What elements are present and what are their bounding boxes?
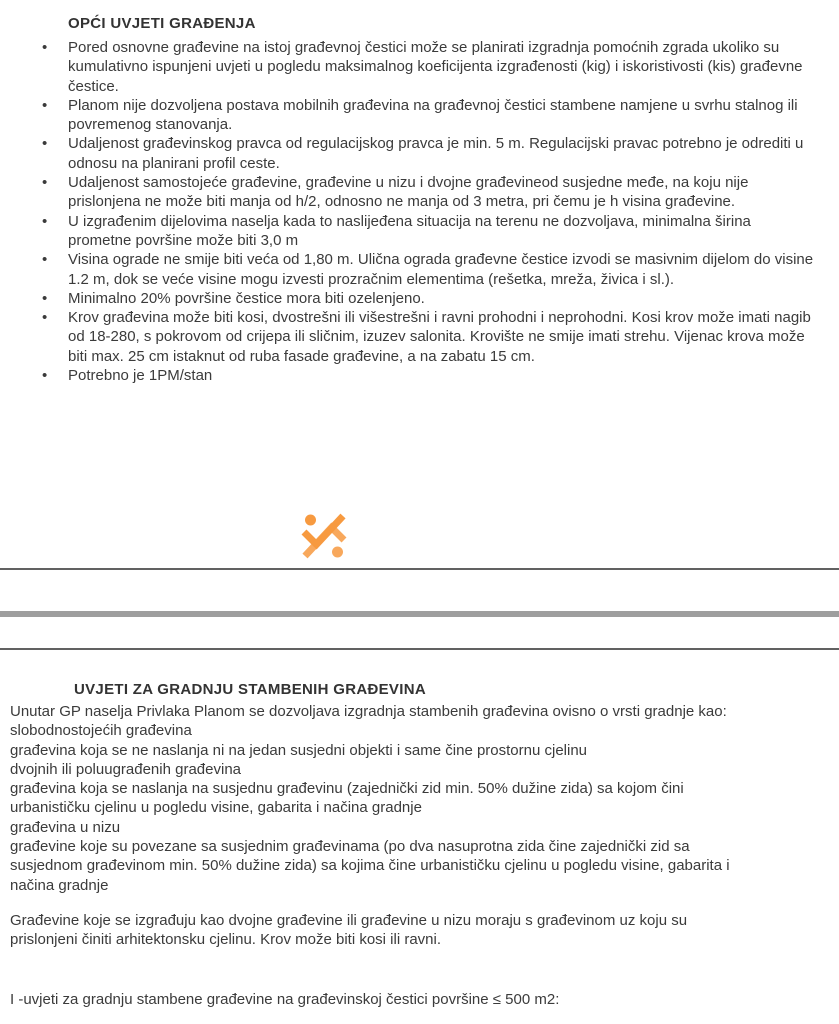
page-title: OPĆI UVJETI GRAĐENJA [68, 15, 256, 33]
text-line: Građevine koje se izgrađuju kao dvojne građevine ili građevine u nizu moraju s građevinom uz koju su [10, 912, 688, 929]
page-gap-divider [0, 611, 839, 617]
text-line: građevina koja se ne naslanja ni na jedan susjedni objekti i same čine prostornu cjelinu [10, 741, 588, 759]
reflected-checkmark-icon [299, 505, 349, 567]
list-item: • Potrebno je 1PM/stan [68, 366, 815, 385]
text-line: načina gradnje [10, 876, 109, 894]
list-item: • Udaljenost samostojeće građevine, građevine u nizu i dvojne građevineod susjedne međe, na koju nije prislonjena ne može biti manja od h/2, odnosno ne manja od 3 metra, pri čemu je h visina građevine. [68, 173, 815, 212]
text-line: slobodnostojećih građevina [10, 722, 192, 740]
page-bottom-border [0, 568, 839, 570]
text-line: dvojnih ili poluugrađenih građevina [10, 760, 241, 778]
conditions-heading: I -uvjeti za gradnju stambene građevine na građevinskoj čestici površine ≤ 500 m2: [10, 991, 560, 1008]
text-line: građevina koja se naslanja na susjednu građevinu (zajednički zid min. 50% dužine zida) sa kojom čini [10, 780, 684, 798]
double-building-paragraph [10, 911, 687, 950]
text-line: urbanističku cjelinu u pogledu visine, gabarita i načina gradnje [10, 799, 422, 817]
general-conditions-list [0, 38, 839, 385]
list-item: • Planom nije dozvoljena postava mobilnih građevina na građevnoj čestici stambene namjene u svrhu stalnog ili povremenog stanovanja. [68, 96, 815, 135]
text-line: Unutar GP naselja Privlaka Planom se dozvoljava izgradnja stambenih građevina ovisno o vrsti gradnje kao: [10, 703, 727, 720]
text-line: građevine koje su povezane sa susjednim građevinama (po dva nasuprotna zida čine zajednički zid sa [10, 838, 690, 856]
list-item: • Krov građevina može biti kosi, dvostrešni ili višestrešni i ravni prohodni i neprohodni. Kosi krov može imati nagib od 18-280, s pokrovom od crijepa ili sličnim, izuzev salonita. Krovište ne smije imati strehu. Vijenac krova može biti max. 25 cm istaknut od ruba fasade građevine, a na zabatu 15 cm. [68, 308, 815, 366]
list-item: • Minimalno 20% površine čestice mora biti ozelenjeno. [68, 289, 815, 308]
page-title: UVJETI ZA GRADNJU STAMBENIH GRAĐEVINA [74, 681, 426, 699]
text-line: prislonjeni činiti arhitektonsku cjelinu. Krov može biti kosi ili ravni. [10, 931, 442, 949]
list-item: • Udaljenost građevinskog pravca od regulacijskog pravca je min. 5 m. Regulacijski pravac potrebno je odrediti u odnosu na planirani profil ceste. [68, 134, 815, 173]
text-line: građevina u nizu [10, 818, 121, 836]
list-item: • Pored osnovne građevine na istoj građevnoj čestici može se planirati izgradnja pomoćnih zgrada ukoliko su kumulativno ispunjeni uvjeti u pogledu maksimalnog koeficijenta izgrađenosti (kig) i iskoristivosti (kis) građevne čestice. [68, 38, 815, 96]
list-item: • Visina ograde ne smije biti veća od 1,80 m. Ulična ograda građevne čestice izvodi se masivnim dijelom do visine 1.2 m, dok se veće visine mogu izvesti prozračnim elementima (rešetka, mreža, živica i sl.). [68, 250, 815, 289]
text-line: susjednom građevinom min. 50% dužine zida) sa kojima čine urbanističku cjelinu u pogledu visine, gabarita i [10, 857, 730, 875]
list-item: • U izgrađenim dijelovima naselja kada to naslijeđena situacija na terenu ne dozvoljava, minimalna širina prometne površine može biti 3,0 m [68, 212, 815, 251]
page-top-border [0, 648, 839, 650]
building-types-paragraph [10, 702, 730, 895]
